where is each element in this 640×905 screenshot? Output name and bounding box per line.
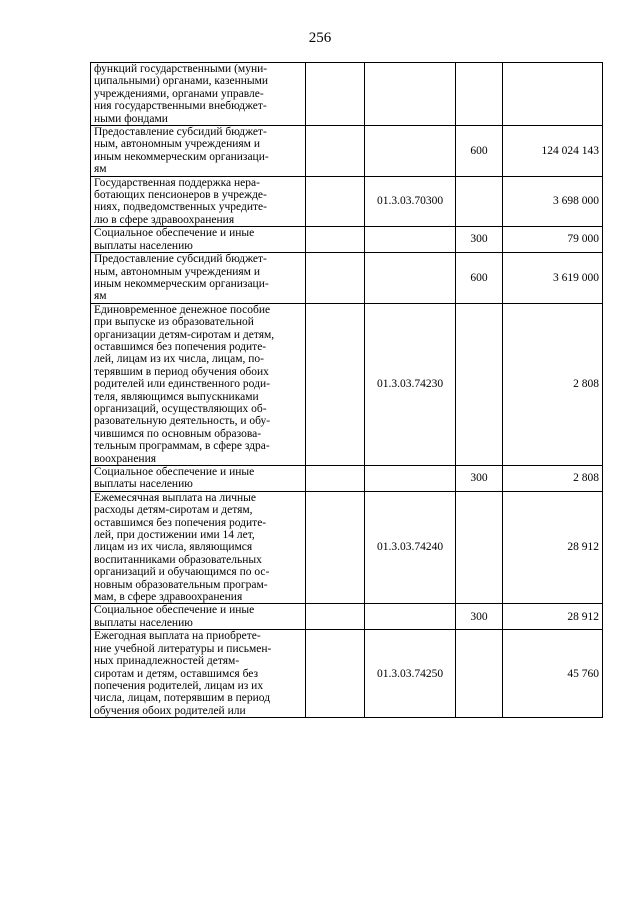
row-target-code	[365, 604, 456, 630]
row-ministry	[306, 227, 365, 253]
row-amount: 28 912	[503, 604, 603, 630]
row-ministry	[306, 253, 365, 304]
row-name: функций государственными (муни- ципальными) органами, казенными учреждениями, органами управле- ния государственными внебюджет- ными фондами	[91, 63, 306, 126]
row-amount: 124 024 143	[503, 126, 603, 177]
row-target-code: 01.3.03.70300	[365, 176, 456, 227]
row-expense-type: 300	[456, 604, 503, 630]
row-target-code	[365, 227, 456, 253]
row-ministry	[306, 491, 365, 604]
row-expense-type	[456, 491, 503, 604]
row-target-code	[365, 466, 456, 492]
row-name: Предоставление субсидий бюджет- ным, автономным учреждениям и иным некоммерческим организаци- ям	[91, 126, 306, 177]
row-name: Социальное обеспечение и иные выплаты населению	[91, 227, 306, 253]
row-name: Предоставление субсидий бюджет- ным, автономным учреждениям и иным некоммерческим организаци- ям	[91, 253, 306, 304]
row-target-code: 01.3.03.74230	[365, 303, 456, 465]
table-row	[91, 466, 603, 492]
row-expense-type	[456, 176, 503, 227]
row-expense-type: 600	[456, 126, 503, 177]
row-name: Социальное обеспечение и иные выплаты населению	[91, 466, 306, 492]
row-amount: 3 619 000	[503, 253, 603, 304]
row-expense-type: 300	[456, 466, 503, 492]
table-row	[91, 491, 603, 604]
row-amount: 28 912	[503, 491, 603, 604]
row-name: Единовременное денежное пособие при выпуске из образовательной организации детям-сиротам и детям, оставшимся без попечения родите- лей, лицам из их числа, лицам, по- терявшим в период обучения обоих родителей или единственного роди- теля, являющимся выпускниками организаций, осуществляющих об- разовательную деятельность, и обу- чившимся по основным образова- тельным программам, в сфере здра- воохранения	[91, 303, 306, 465]
row-expense-type	[456, 63, 503, 126]
row-ministry	[306, 466, 365, 492]
row-ministry	[306, 604, 365, 630]
row-amount: 2 808	[503, 466, 603, 492]
table-row	[91, 630, 603, 718]
table-row	[91, 126, 603, 177]
row-target-code: 01.3.03.74250	[365, 630, 456, 718]
row-target-code	[365, 253, 456, 304]
row-expense-type: 300	[456, 227, 503, 253]
row-expense-type	[456, 303, 503, 465]
row-target-code	[365, 126, 456, 177]
table-row	[91, 227, 603, 253]
row-amount: 3 698 000	[503, 176, 603, 227]
row-name: Государственная поддержка нера- ботающих пенсионеров в учрежде- ниях, подведомственных учредите- лю в сфере здравоохранения	[91, 176, 306, 227]
row-ministry	[306, 303, 365, 465]
row-target-code	[365, 63, 456, 126]
row-amount: 2 808	[503, 303, 603, 465]
row-amount	[503, 63, 603, 126]
row-name: Ежемесячная выплата на личные расходы детям-сиротам и детям, оставшимся без попечения родите- лей, при достижении ими 14 лет, лицам из их числа, являющимся воспитанниками образовательных организаций и обучающимся по ос- новным образовательным програм- мам, в сфере здравоохранения	[91, 491, 306, 604]
table-row	[91, 253, 603, 304]
table-row	[91, 176, 603, 227]
budget-table-body	[91, 63, 603, 718]
table-row	[91, 303, 603, 465]
row-name: Ежегодная выплата на приобрете- ние учебной литературы и письмен- ных принадлежностей детям- сиротам и детям, оставшимся без попечения родителей, лицам из их числа, лицам, потерявшим в период обучения обоих родителей или	[91, 630, 306, 718]
budget-table	[90, 62, 603, 718]
row-ministry	[306, 63, 365, 126]
row-amount: 45 760	[503, 630, 603, 718]
row-ministry	[306, 126, 365, 177]
row-ministry	[306, 630, 365, 718]
row-name: Социальное обеспечение и иные выплаты населению	[91, 604, 306, 630]
page-number: 256	[308, 30, 332, 46]
row-target-code: 01.3.03.74240	[365, 491, 456, 604]
table-row	[91, 604, 603, 630]
row-expense-type: 600	[456, 253, 503, 304]
table-row	[91, 63, 603, 126]
row-amount: 79 000	[503, 227, 603, 253]
row-expense-type	[456, 630, 503, 718]
row-ministry	[306, 176, 365, 227]
